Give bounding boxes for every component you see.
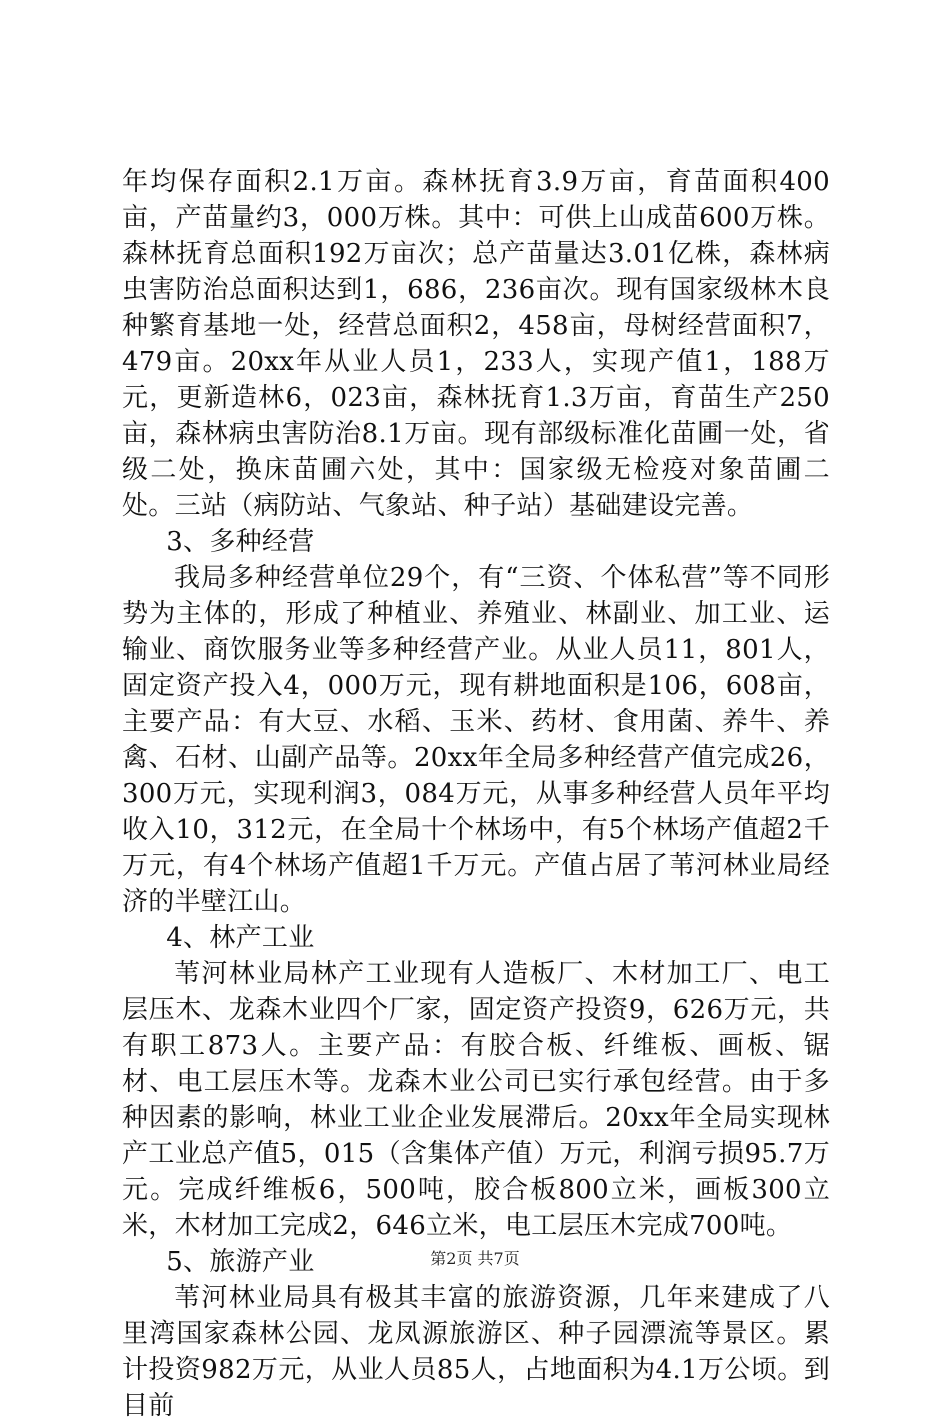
paragraph-forestry-stats: 年均保存面积2.1万亩。森林抚育3.9万亩，育苗面积400亩，产苗量约3，000万株。其中：可供上山成苗600万株。森林抚育总面积192万亩次；总产苗量达3.01亿株，森林病虫害防治总面积达到1，686，236亩次。现有国家级林木良种繁育基地一处，经营总面积2，458亩，母树经营面积7，479亩。20xx年从业人员1，233人，实现产值1，188万元，更新造林6，023亩，森林抚育1.3万亩，育苗生产250亩，森林病虫害防治8.1万亩。现有部级标准化苗圃一处，省级二处，换床苗圃六处，其中：国家级无检疫对象苗圃二处。三站（病防站、气象站、种子站）基础建设完善。 — [122, 167, 830, 521]
paragraph-diversified-business: 我局多种经营单位29个，有“三资、个体私营”等不同形势为主体的，形成了种植业、养殖业、林副业、加工业、运输业、商饮服务业等多种经营产业。从业人员11，801人，固定资产投入4，000万元，现有耕地面积是106，608亩，主要产品：有大豆、水稻、玉米、药材、食用菌、养牛、养禽、石材、山副产品等。20xx年全局多种经营产值完成26，300万元，实现利润3，084万元，从事多种经营人员年平均收入10，312元，在全局十个林场中，有5个林场产值超2千万元，有4个林场产值超1千万元。产值占居了苇河林业局经济的半壁江山。 — [122, 563, 830, 917]
section-heading-forest-industry: 4、林产工业 — [166, 923, 315, 953]
section-heading-tourism: 5、旅游产业 — [166, 1247, 315, 1277]
document-body — [122, 164, 830, 1424]
paragraph-forest-industry: 苇河林业局林产工业现有人造板厂、木材加工厂、电工层压木、龙森木业四个厂家，固定资产投资9，626万元，共有职工873人。主要产品：有胶合板、纤维板、画板、锯材、电工层压木等。龙森木业公司已实行承包经营。由于多种因素的影响，林业工业企业发展滞后。20xx年全局实现林产工业总产值5，015（含集体产值）万元，利润亏损95.7万元。完成纤维板6，500吨，胶合板800立米，画板300立米，木材加工完成2，646立米，电工层压木完成700吨。 — [122, 959, 830, 1241]
paragraph-tourism: 苇河林业局具有极其丰富的旅游资源，几年来建成了八里湾国家森林公园、龙凤源旅游区、种子园漂流等景区。累计投资982万元，从业人员85人，占地面积为4.1万公顷。到目前 — [122, 1283, 830, 1421]
section-heading-diversified-business: 3、多种经营 — [166, 527, 315, 557]
page-footer: 第2页 共7页 — [430, 1249, 520, 1268]
